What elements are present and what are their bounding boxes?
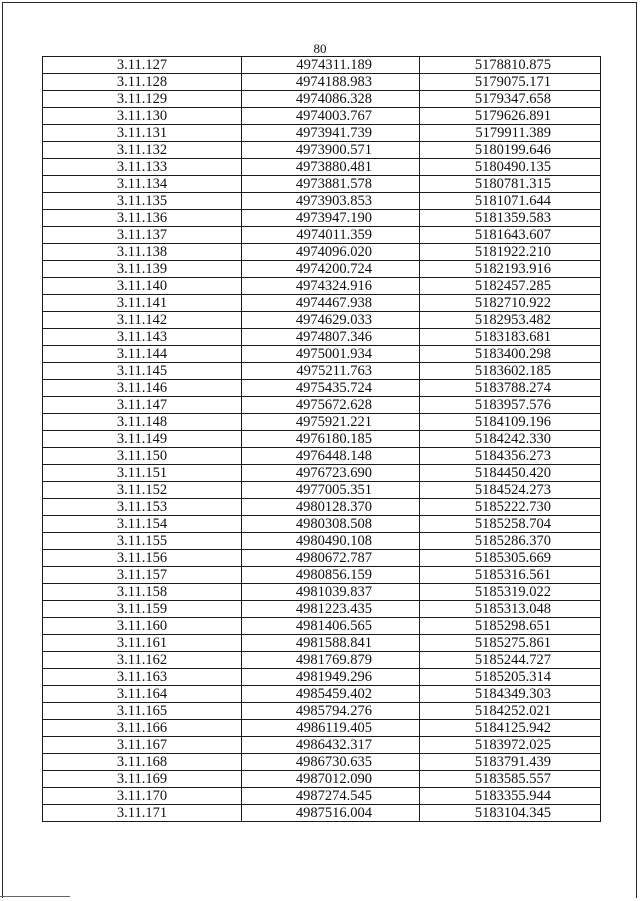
- x-coordinate-cell: 4980856.159: [242, 567, 420, 584]
- y-coordinate-cell: 5181359.583: [420, 210, 601, 227]
- page-number: 80: [313, 41, 327, 56]
- x-coordinate-cell: 4973903.853: [242, 193, 420, 210]
- y-coordinate-cell: 5181922.210: [420, 244, 601, 261]
- table-row: [43, 210, 601, 227]
- table-row: [43, 669, 601, 686]
- point-id-cell: 3.11.150: [43, 448, 242, 465]
- x-coordinate-cell: 4980490.108: [242, 533, 420, 550]
- point-id-cell: 3.11.149: [43, 431, 242, 448]
- y-coordinate-cell: 5184125.942: [420, 720, 601, 737]
- y-coordinate-cell: 5183104.345: [420, 805, 601, 822]
- y-coordinate-cell: 5181643.607: [420, 227, 601, 244]
- point-id-cell: 3.11.131: [43, 125, 242, 142]
- y-coordinate-cell: 5184524.273: [420, 482, 601, 499]
- table-row: [43, 176, 601, 193]
- y-coordinate-cell: 5183400.298: [420, 346, 601, 363]
- point-id-cell: 3.11.145: [43, 363, 242, 380]
- x-coordinate-cell: 4975211.763: [242, 363, 420, 380]
- point-id-cell: 3.11.159: [43, 601, 242, 618]
- y-coordinate-cell: 5182193.916: [420, 261, 601, 278]
- x-coordinate-cell: 4974096.020: [242, 244, 420, 261]
- table-row: [43, 363, 601, 380]
- x-coordinate-cell: 4981949.296: [242, 669, 420, 686]
- x-coordinate-cell: 4987516.004: [242, 805, 420, 822]
- x-coordinate-cell: 4977005.351: [242, 482, 420, 499]
- x-coordinate-cell: 4973880.481: [242, 159, 420, 176]
- x-coordinate-cell: 4980128.370: [242, 499, 420, 516]
- table-row: [43, 652, 601, 669]
- y-coordinate-cell: 5185313.048: [420, 601, 601, 618]
- y-coordinate-cell: 5179347.658: [420, 91, 601, 108]
- point-id-cell: 3.11.130: [43, 108, 242, 125]
- point-id-cell: 3.11.156: [43, 550, 242, 567]
- x-coordinate-cell: 4974311.189: [242, 57, 420, 74]
- point-id-cell: 3.11.157: [43, 567, 242, 584]
- x-coordinate-cell: 4981039.837: [242, 584, 420, 601]
- table-row: [43, 91, 601, 108]
- scan-artifact-line: [0, 896, 70, 897]
- table-row: [43, 125, 601, 142]
- table-row: [43, 567, 601, 584]
- table-row: [43, 754, 601, 771]
- table-row: [43, 737, 601, 754]
- y-coordinate-cell: 5184349.303: [420, 686, 601, 703]
- table-row: [43, 550, 601, 567]
- table-row: [43, 805, 601, 822]
- x-coordinate-cell: 4985794.276: [242, 703, 420, 720]
- x-coordinate-cell: 4976180.185: [242, 431, 420, 448]
- x-coordinate-cell: 4974467.938: [242, 295, 420, 312]
- x-coordinate-cell: 4974629.033: [242, 312, 420, 329]
- table-row: [43, 397, 601, 414]
- table-row: [43, 74, 601, 91]
- point-id-cell: 3.11.152: [43, 482, 242, 499]
- table-row: [43, 414, 601, 431]
- point-id-cell: 3.11.168: [43, 754, 242, 771]
- x-coordinate-cell: 4974324.916: [242, 278, 420, 295]
- x-coordinate-cell: 4987274.545: [242, 788, 420, 805]
- table-row: [43, 788, 601, 805]
- point-id-cell: 3.11.127: [43, 57, 242, 74]
- table-row: [43, 703, 601, 720]
- table-row: [43, 57, 601, 74]
- table-row: [43, 329, 601, 346]
- table-row: [43, 244, 601, 261]
- coordinates-table-body: [43, 57, 601, 822]
- y-coordinate-cell: 5179911.389: [420, 125, 601, 142]
- y-coordinate-cell: 5180781.315: [420, 176, 601, 193]
- table-row: [43, 465, 601, 482]
- point-id-cell: 3.11.135: [43, 193, 242, 210]
- y-coordinate-cell: 5185222.730: [420, 499, 601, 516]
- point-id-cell: 3.11.128: [43, 74, 242, 91]
- y-coordinate-cell: 5183355.944: [420, 788, 601, 805]
- y-coordinate-cell: 5178810.875: [420, 57, 601, 74]
- x-coordinate-cell: 4985459.402: [242, 686, 420, 703]
- table-row: [43, 720, 601, 737]
- point-id-cell: 3.11.144: [43, 346, 242, 363]
- x-coordinate-cell: 4974188.983: [242, 74, 420, 91]
- x-coordinate-cell: 4986119.405: [242, 720, 420, 737]
- point-id-cell: 3.11.153: [43, 499, 242, 516]
- y-coordinate-cell: 5183791.439: [420, 754, 601, 771]
- x-coordinate-cell: 4976448.148: [242, 448, 420, 465]
- x-coordinate-cell: 4973947.190: [242, 210, 420, 227]
- table-row: [43, 193, 601, 210]
- y-coordinate-cell: 5183788.274: [420, 380, 601, 397]
- point-id-cell: 3.11.163: [43, 669, 242, 686]
- point-id-cell: 3.11.143: [43, 329, 242, 346]
- point-id-cell: 3.11.167: [43, 737, 242, 754]
- point-id-cell: 3.11.137: [43, 227, 242, 244]
- table-row: [43, 516, 601, 533]
- y-coordinate-cell: 5182953.482: [420, 312, 601, 329]
- point-id-cell: 3.11.138: [43, 244, 242, 261]
- table-row: [43, 448, 601, 465]
- coordinates-table: [42, 56, 601, 822]
- table-row: [43, 771, 601, 788]
- x-coordinate-cell: 4973881.578: [242, 176, 420, 193]
- x-coordinate-cell: 4974200.724: [242, 261, 420, 278]
- point-id-cell: 3.11.162: [43, 652, 242, 669]
- y-coordinate-cell: 5185258.704: [420, 516, 601, 533]
- y-coordinate-cell: 5183957.576: [420, 397, 601, 414]
- table-row: [43, 159, 601, 176]
- table-row: [43, 108, 601, 125]
- point-id-cell: 3.11.129: [43, 91, 242, 108]
- point-id-cell: 3.11.148: [43, 414, 242, 431]
- table-row: [43, 601, 601, 618]
- x-coordinate-cell: 4974003.767: [242, 108, 420, 125]
- y-coordinate-cell: 5185244.727: [420, 652, 601, 669]
- point-id-cell: 3.11.170: [43, 788, 242, 805]
- x-coordinate-cell: 4981588.841: [242, 635, 420, 652]
- y-coordinate-cell: 5185286.370: [420, 533, 601, 550]
- table-row: [43, 142, 601, 159]
- y-coordinate-cell: 5184109.196: [420, 414, 601, 431]
- y-coordinate-cell: 5182457.285: [420, 278, 601, 295]
- y-coordinate-cell: 5183602.185: [420, 363, 601, 380]
- point-id-cell: 3.11.141: [43, 295, 242, 312]
- x-coordinate-cell: 4975921.221: [242, 414, 420, 431]
- point-id-cell: 3.11.166: [43, 720, 242, 737]
- y-coordinate-cell: 5183183.681: [420, 329, 601, 346]
- table-row: [43, 618, 601, 635]
- point-id-cell: 3.11.134: [43, 176, 242, 193]
- y-coordinate-cell: 5185275.861: [420, 635, 601, 652]
- x-coordinate-cell: 4974807.346: [242, 329, 420, 346]
- y-coordinate-cell: 5179626.891: [420, 108, 601, 125]
- point-id-cell: 3.11.164: [43, 686, 242, 703]
- y-coordinate-cell: 5179075.171: [420, 74, 601, 91]
- table-row: [43, 346, 601, 363]
- table-row: [43, 295, 601, 312]
- point-id-cell: 3.11.136: [43, 210, 242, 227]
- table-row: [43, 584, 601, 601]
- y-coordinate-cell: 5185316.561: [420, 567, 601, 584]
- point-id-cell: 3.11.155: [43, 533, 242, 550]
- x-coordinate-cell: 4975435.724: [242, 380, 420, 397]
- y-coordinate-cell: 5184356.273: [420, 448, 601, 465]
- table-row: [43, 686, 601, 703]
- y-coordinate-cell: 5184242.330: [420, 431, 601, 448]
- x-coordinate-cell: 4975001.934: [242, 346, 420, 363]
- y-coordinate-cell: 5185298.651: [420, 618, 601, 635]
- y-coordinate-cell: 5184252.021: [420, 703, 601, 720]
- point-id-cell: 3.11.133: [43, 159, 242, 176]
- table-row: [43, 261, 601, 278]
- table-row: [43, 499, 601, 516]
- point-id-cell: 3.11.132: [43, 142, 242, 159]
- table-row: [43, 278, 601, 295]
- x-coordinate-cell: 4973900.571: [242, 142, 420, 159]
- point-id-cell: 3.11.160: [43, 618, 242, 635]
- y-coordinate-cell: 5185205.314: [420, 669, 601, 686]
- point-id-cell: 3.11.154: [43, 516, 242, 533]
- x-coordinate-cell: 4974086.328: [242, 91, 420, 108]
- point-id-cell: 3.11.139: [43, 261, 242, 278]
- table-row: [43, 431, 601, 448]
- y-coordinate-cell: 5184450.420: [420, 465, 601, 482]
- table-row: [43, 635, 601, 652]
- y-coordinate-cell: 5185305.669: [420, 550, 601, 567]
- x-coordinate-cell: 4981769.879: [242, 652, 420, 669]
- x-coordinate-cell: 4987012.090: [242, 771, 420, 788]
- x-coordinate-cell: 4986730.635: [242, 754, 420, 771]
- table-row: [43, 533, 601, 550]
- point-id-cell: 3.11.158: [43, 584, 242, 601]
- point-id-cell: 3.11.165: [43, 703, 242, 720]
- table-row: [43, 312, 601, 329]
- y-coordinate-cell: 5185319.022: [420, 584, 601, 601]
- point-id-cell: 3.11.151: [43, 465, 242, 482]
- y-coordinate-cell: 5181071.644: [420, 193, 601, 210]
- y-coordinate-cell: 5180490.135: [420, 159, 601, 176]
- table-row: [43, 482, 601, 499]
- point-id-cell: 3.11.169: [43, 771, 242, 788]
- point-id-cell: 3.11.147: [43, 397, 242, 414]
- x-coordinate-cell: 4976723.690: [242, 465, 420, 482]
- x-coordinate-cell: 4975672.628: [242, 397, 420, 414]
- y-coordinate-cell: 5180199.646: [420, 142, 601, 159]
- x-coordinate-cell: 4980672.787: [242, 550, 420, 567]
- x-coordinate-cell: 4981223.435: [242, 601, 420, 618]
- table-row: [43, 227, 601, 244]
- y-coordinate-cell: 5183585.557: [420, 771, 601, 788]
- x-coordinate-cell: 4980308.508: [242, 516, 420, 533]
- point-id-cell: 3.11.161: [43, 635, 242, 652]
- point-id-cell: 3.11.171: [43, 805, 242, 822]
- point-id-cell: 3.11.146: [43, 380, 242, 397]
- x-coordinate-cell: 4973941.739: [242, 125, 420, 142]
- x-coordinate-cell: 4974011.359: [242, 227, 420, 244]
- y-coordinate-cell: 5183972.025: [420, 737, 601, 754]
- point-id-cell: 3.11.142: [43, 312, 242, 329]
- x-coordinate-cell: 4986432.317: [242, 737, 420, 754]
- y-coordinate-cell: 5182710.922: [420, 295, 601, 312]
- point-id-cell: 3.11.140: [43, 278, 242, 295]
- x-coordinate-cell: 4981406.565: [242, 618, 420, 635]
- table-row: [43, 380, 601, 397]
